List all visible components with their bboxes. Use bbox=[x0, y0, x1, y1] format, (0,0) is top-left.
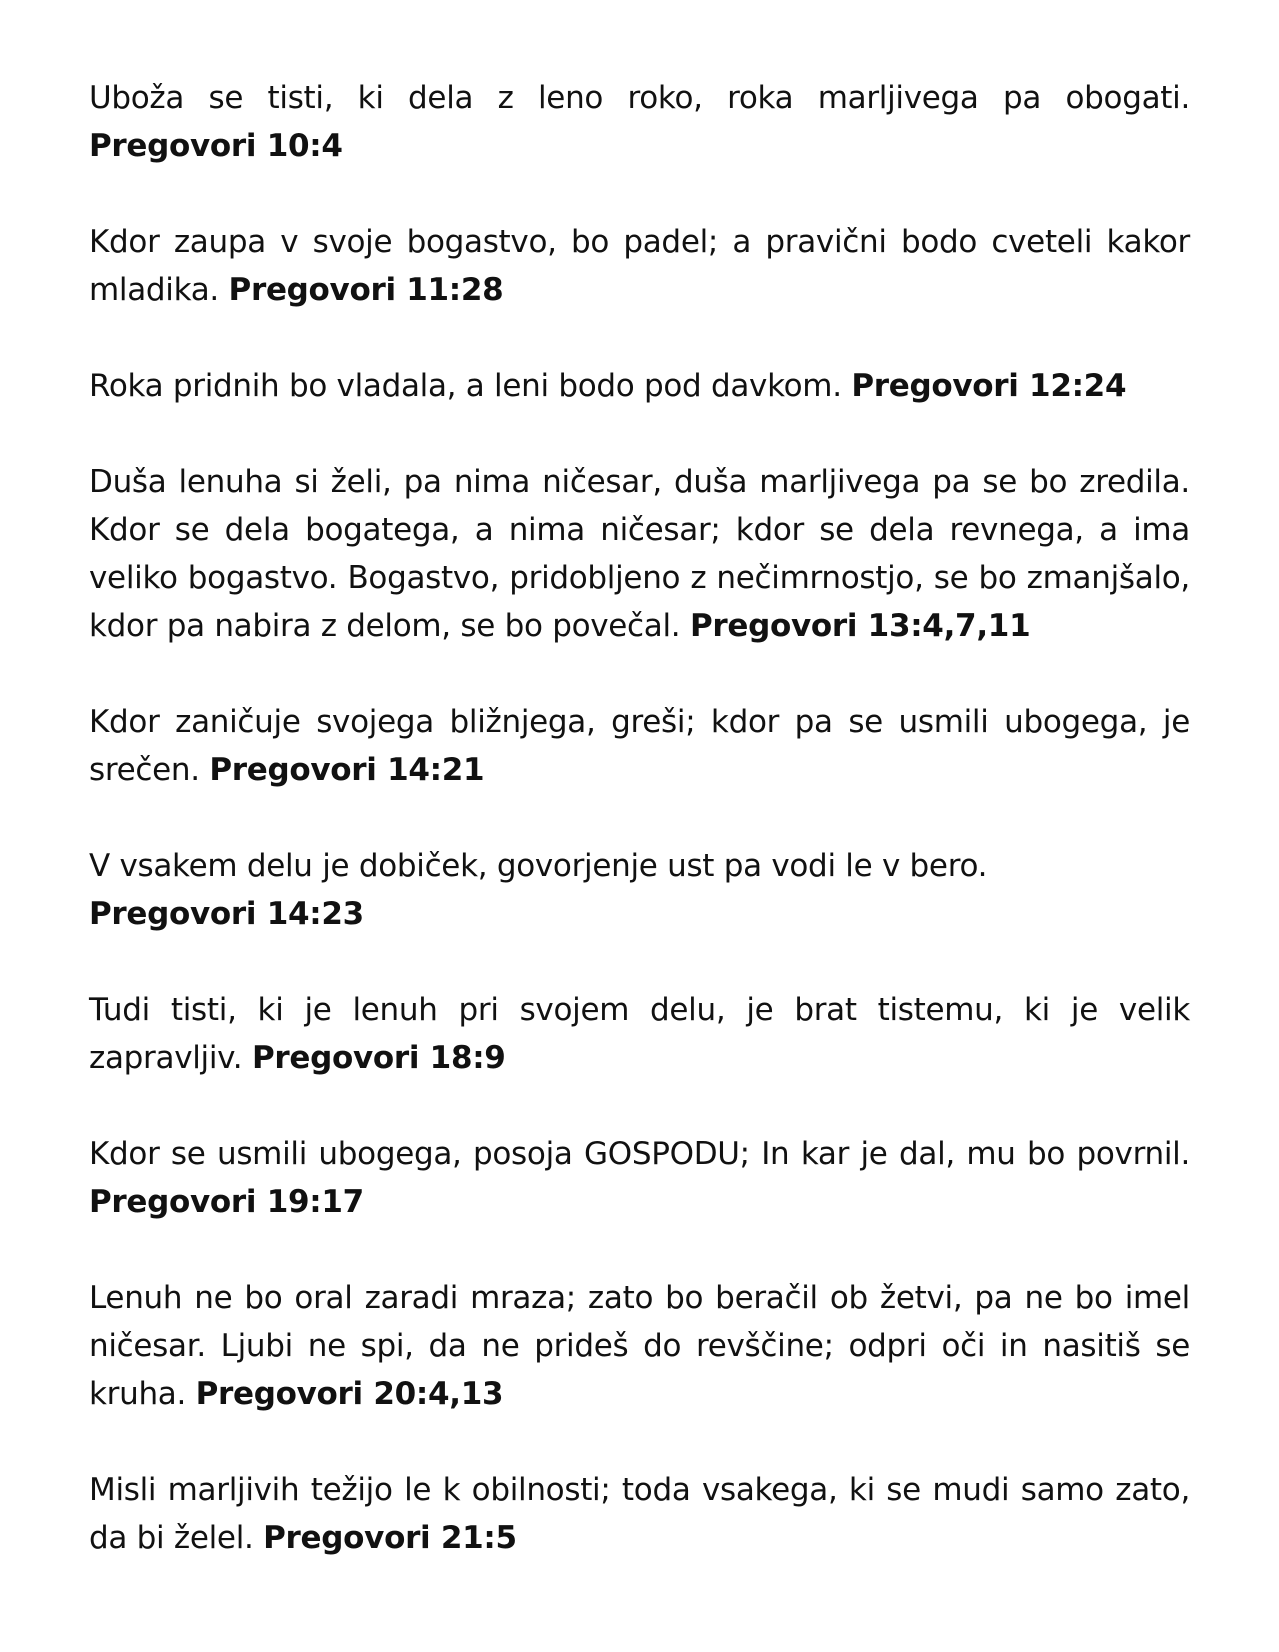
verse-text: Duša lenuha si želi, pa nima ničesar, duša marljivega pa se bo zredila. Kdor se dela bogatega, a nima ničesar; kdor se dela revnega, a ima veliko bogastvo. Bogastvo, pridobljeno z nečimrnostjo, se bo zmanjšalo, kdor pa nabira z delom, se bo povečal. bbox=[89, 464, 1190, 644]
verse-text: Roka pridnih bo vladala, a leni bodo pod davkom. bbox=[89, 368, 842, 404]
document-page bbox=[89, 74, 1190, 1610]
verse-text: Kdor zaničuje svojega bližnjega, greši; kdor pa se usmili ubogega, je srečen. bbox=[89, 704, 1190, 788]
verse-paragraph bbox=[89, 218, 1190, 314]
verse-reference: Pregovori 14:21 bbox=[209, 752, 485, 788]
verse-paragraph bbox=[89, 1466, 1190, 1562]
verse-reference: Pregovori 21:5 bbox=[263, 1520, 517, 1556]
verse-reference: Pregovori 18:9 bbox=[251, 1040, 506, 1076]
verse-text: V vsakem delu je dobiček, govorjenje ust pa vodi le v bero. bbox=[89, 848, 988, 884]
verse-reference: Pregovori 13:4,7,11 bbox=[689, 608, 1031, 644]
verse-paragraph bbox=[89, 1130, 1190, 1226]
verse-reference: Pregovori 10:4 bbox=[89, 128, 343, 164]
verse-paragraph bbox=[89, 362, 1190, 410]
verse-paragraph bbox=[89, 74, 1190, 170]
verse-paragraph bbox=[89, 458, 1190, 650]
verse-paragraph bbox=[89, 842, 1190, 938]
verse-paragraph bbox=[89, 986, 1190, 1082]
verse-reference: Pregovori 11:28 bbox=[228, 272, 504, 308]
verse-reference: Pregovori 14:23 bbox=[89, 896, 364, 932]
verse-text: Misli marljivih težijo le k obilnosti; toda vsakega, ki se mudi samo zato, da bi želel. bbox=[89, 1472, 1190, 1556]
verse-text: Tudi tisti, ki je lenuh pri svojem delu, je brat tistemu, ki je velik zapravljiv. bbox=[89, 992, 1190, 1076]
verse-text: Lenuh ne bo oral zaradi mraza; zato bo beračil ob žetvi, pa ne bo imel ničesar. Ljubi ne spi, da ne prideš do revščine; odpri oči in nasitiš se kruha. bbox=[89, 1280, 1190, 1412]
verse-reference: Pregovori 12:24 bbox=[851, 368, 1127, 404]
verse-paragraph bbox=[89, 1274, 1190, 1418]
verse-text: Kdor zaupa v svoje bogastvo, bo padel; a pravični bodo cveteli kakor mladika. bbox=[89, 224, 1190, 308]
verse-text: Uboža se tisti, ki dela z leno roko, roka marljivega pa obogati. bbox=[89, 80, 1190, 116]
verse-text: Kdor se usmili ubogega, posoja GOSPODU; In kar je dal, mu bo povrnil. bbox=[89, 1136, 1190, 1172]
verse-reference: Pregovori 20:4,13 bbox=[195, 1376, 504, 1412]
verse-reference: Pregovori 19:17 bbox=[89, 1184, 364, 1220]
verse-paragraph bbox=[89, 698, 1190, 794]
